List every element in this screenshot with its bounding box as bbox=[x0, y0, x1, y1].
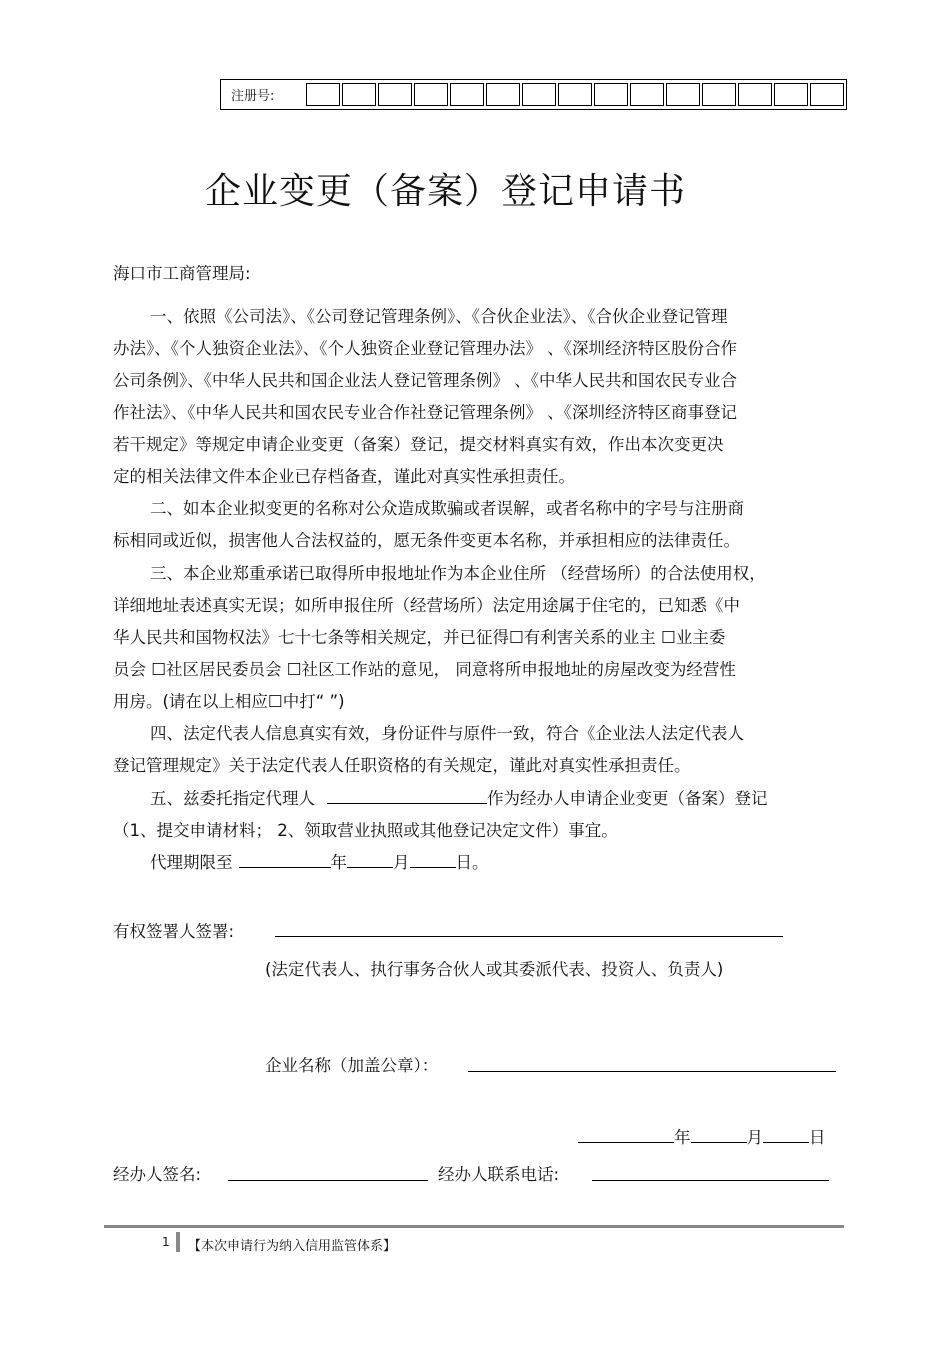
clause-3-line-1: 三、本企业郑重承诺已取得所申报地址作为本企业住所 （经营场所）的合法使用权， bbox=[150, 564, 766, 583]
addressee: 海口市工商管理局: bbox=[113, 264, 251, 283]
registration-number-cell[interactable] bbox=[774, 83, 808, 106]
registration-number-cell[interactable] bbox=[486, 83, 520, 106]
agent-period-month-label: 月 bbox=[393, 853, 410, 872]
registration-number-cell[interactable] bbox=[810, 83, 844, 106]
registration-number-cell[interactable] bbox=[630, 83, 664, 106]
company-name-field[interactable] bbox=[468, 1071, 836, 1072]
clause-3-line-3: 华人民共和国物权法》七十七条等相关规定，并已征得☐有利害关系的业主 ☐业主委 bbox=[113, 628, 726, 647]
agent-line bbox=[150, 785, 768, 809]
agent-suffix: 作为经办人申请企业变更（备案）登记 bbox=[487, 789, 768, 808]
agent-period-day-field[interactable] bbox=[410, 866, 456, 868]
agent-scope-line: （1、提交申请材料； 2、领取营业执照或其他登记决定文件）事宜。 bbox=[113, 821, 618, 840]
registration-number-box bbox=[220, 79, 847, 110]
registration-number-cell[interactable] bbox=[450, 83, 484, 106]
agent-period-month-field[interactable] bbox=[347, 866, 393, 868]
date-line bbox=[578, 1124, 826, 1148]
handler-sign-field[interactable] bbox=[228, 1180, 428, 1181]
registration-number-cell[interactable] bbox=[342, 83, 376, 106]
registration-number-cell[interactable] bbox=[522, 83, 556, 106]
signatory-note: (法定代表人、执行事务合伙人或其委派代表、投资人、负责人) bbox=[265, 960, 724, 979]
footer-note: 【本次申请行为纳入信用监管体系】 bbox=[188, 1239, 397, 1254]
clause-2-line-1: 二、如本企业拟变更的名称对公众造成欺骗或者误解，或者名称中的字号与注册商 bbox=[150, 499, 744, 518]
footer-separator bbox=[176, 1232, 180, 1252]
clause-3-line-4: 员会 ☐社区居民委员会 ☐社区工作站的意见， 同意将所申报地址的房屋改变为经营性 bbox=[113, 660, 736, 679]
signatory-signature-field[interactable] bbox=[275, 936, 783, 937]
registration-number-cell[interactable] bbox=[414, 83, 448, 106]
clause-4-line-1: 四、法定代表人信息真实有效，身份证件与原件一致，符合《企业法人法定代表人 bbox=[150, 724, 744, 743]
agent-period-year-field[interactable] bbox=[239, 866, 331, 868]
clause-1-line-3: 公司条例》、《中华人民共和国企业法人登记管理条例》 、《中华人民共和国农民专业合 bbox=[113, 371, 737, 390]
clause-3-line-2: 详细地址表述真实无误；如所申报住所（经营场所）法定用途属于住宅的，已知悉《中 bbox=[113, 596, 740, 615]
signatory-label: 有权签署人签署: bbox=[113, 922, 235, 941]
clause-1-line-5: 若干规定》等规定申请企业变更（备案）登记，提交材料真实有效，作出本次变更决 bbox=[113, 435, 724, 454]
handler-sign-label: 经办人签名: bbox=[113, 1165, 202, 1184]
date-year-label: 年 bbox=[674, 1128, 691, 1147]
clause-2-line-2: 标相同或近似，损害他人合法权益的，愿无条件变更本名称，并承担相应的法律责任。 bbox=[113, 531, 740, 550]
date-day-label: 日 bbox=[809, 1128, 826, 1147]
registration-number-cell[interactable] bbox=[378, 83, 412, 106]
agent-period-prefix: 代理期限至 bbox=[150, 853, 233, 872]
handler-phone-label: 经办人联系电话: bbox=[438, 1165, 560, 1184]
registration-number-cell[interactable] bbox=[558, 83, 592, 106]
clause-1-line-2: 办法》、《个人独资企业法》、《个人独资企业登记管理办法》 、《深圳经济特区股份合作 bbox=[113, 339, 737, 358]
registration-number-cell[interactable] bbox=[306, 83, 340, 106]
agent-prefix: 五、兹委托指定代理人 bbox=[150, 789, 315, 808]
handler-phone-field[interactable] bbox=[592, 1180, 829, 1181]
agent-period-year-label: 年 bbox=[330, 853, 347, 872]
registration-number-cells bbox=[306, 83, 846, 106]
clause-1-line-6: 定的相关法律文件本企业已存档备查，谨此对真实性承担责任。 bbox=[113, 467, 575, 486]
registration-number-cell[interactable] bbox=[738, 83, 772, 106]
date-year-field[interactable] bbox=[578, 1141, 674, 1143]
company-name-label: 企业名称（加盖公章）： bbox=[265, 1056, 439, 1075]
registration-number-cell[interactable] bbox=[702, 83, 736, 106]
date-day-field[interactable] bbox=[763, 1141, 809, 1143]
registration-number-cell[interactable] bbox=[594, 83, 628, 106]
date-month-label: 月 bbox=[746, 1128, 763, 1147]
agent-name-field[interactable] bbox=[327, 802, 487, 804]
footer-page-number: 1 bbox=[162, 1235, 170, 1249]
agent-period-line bbox=[150, 849, 489, 873]
agent-period-day-label: 日。 bbox=[455, 853, 489, 872]
clause-1-line-1: 一、依照《公司法》、《公司登记管理条例》、《合伙企业法》、《合伙企业登记管理 bbox=[150, 307, 728, 326]
footer-divider bbox=[104, 1225, 844, 1228]
document-title: 企业变更（备案）登记申请书 bbox=[205, 171, 687, 212]
clause-4-line-2: 登记管理规定》关于法定代表人任职资格的有关规定，谨此对真实性承担责任。 bbox=[113, 756, 691, 775]
registration-number-cell[interactable] bbox=[666, 83, 700, 106]
clause-1-line-4: 作社法》、《中华人民共和国农民专业合作社登记管理条例》 、《深圳经济特区商事登记 bbox=[113, 403, 737, 422]
registration-number-label: 注册号: bbox=[231, 89, 275, 104]
date-month-field[interactable] bbox=[691, 1141, 747, 1143]
clause-3-line-5: 用房。(请在以上相应☐中打“ ”) bbox=[113, 692, 345, 711]
